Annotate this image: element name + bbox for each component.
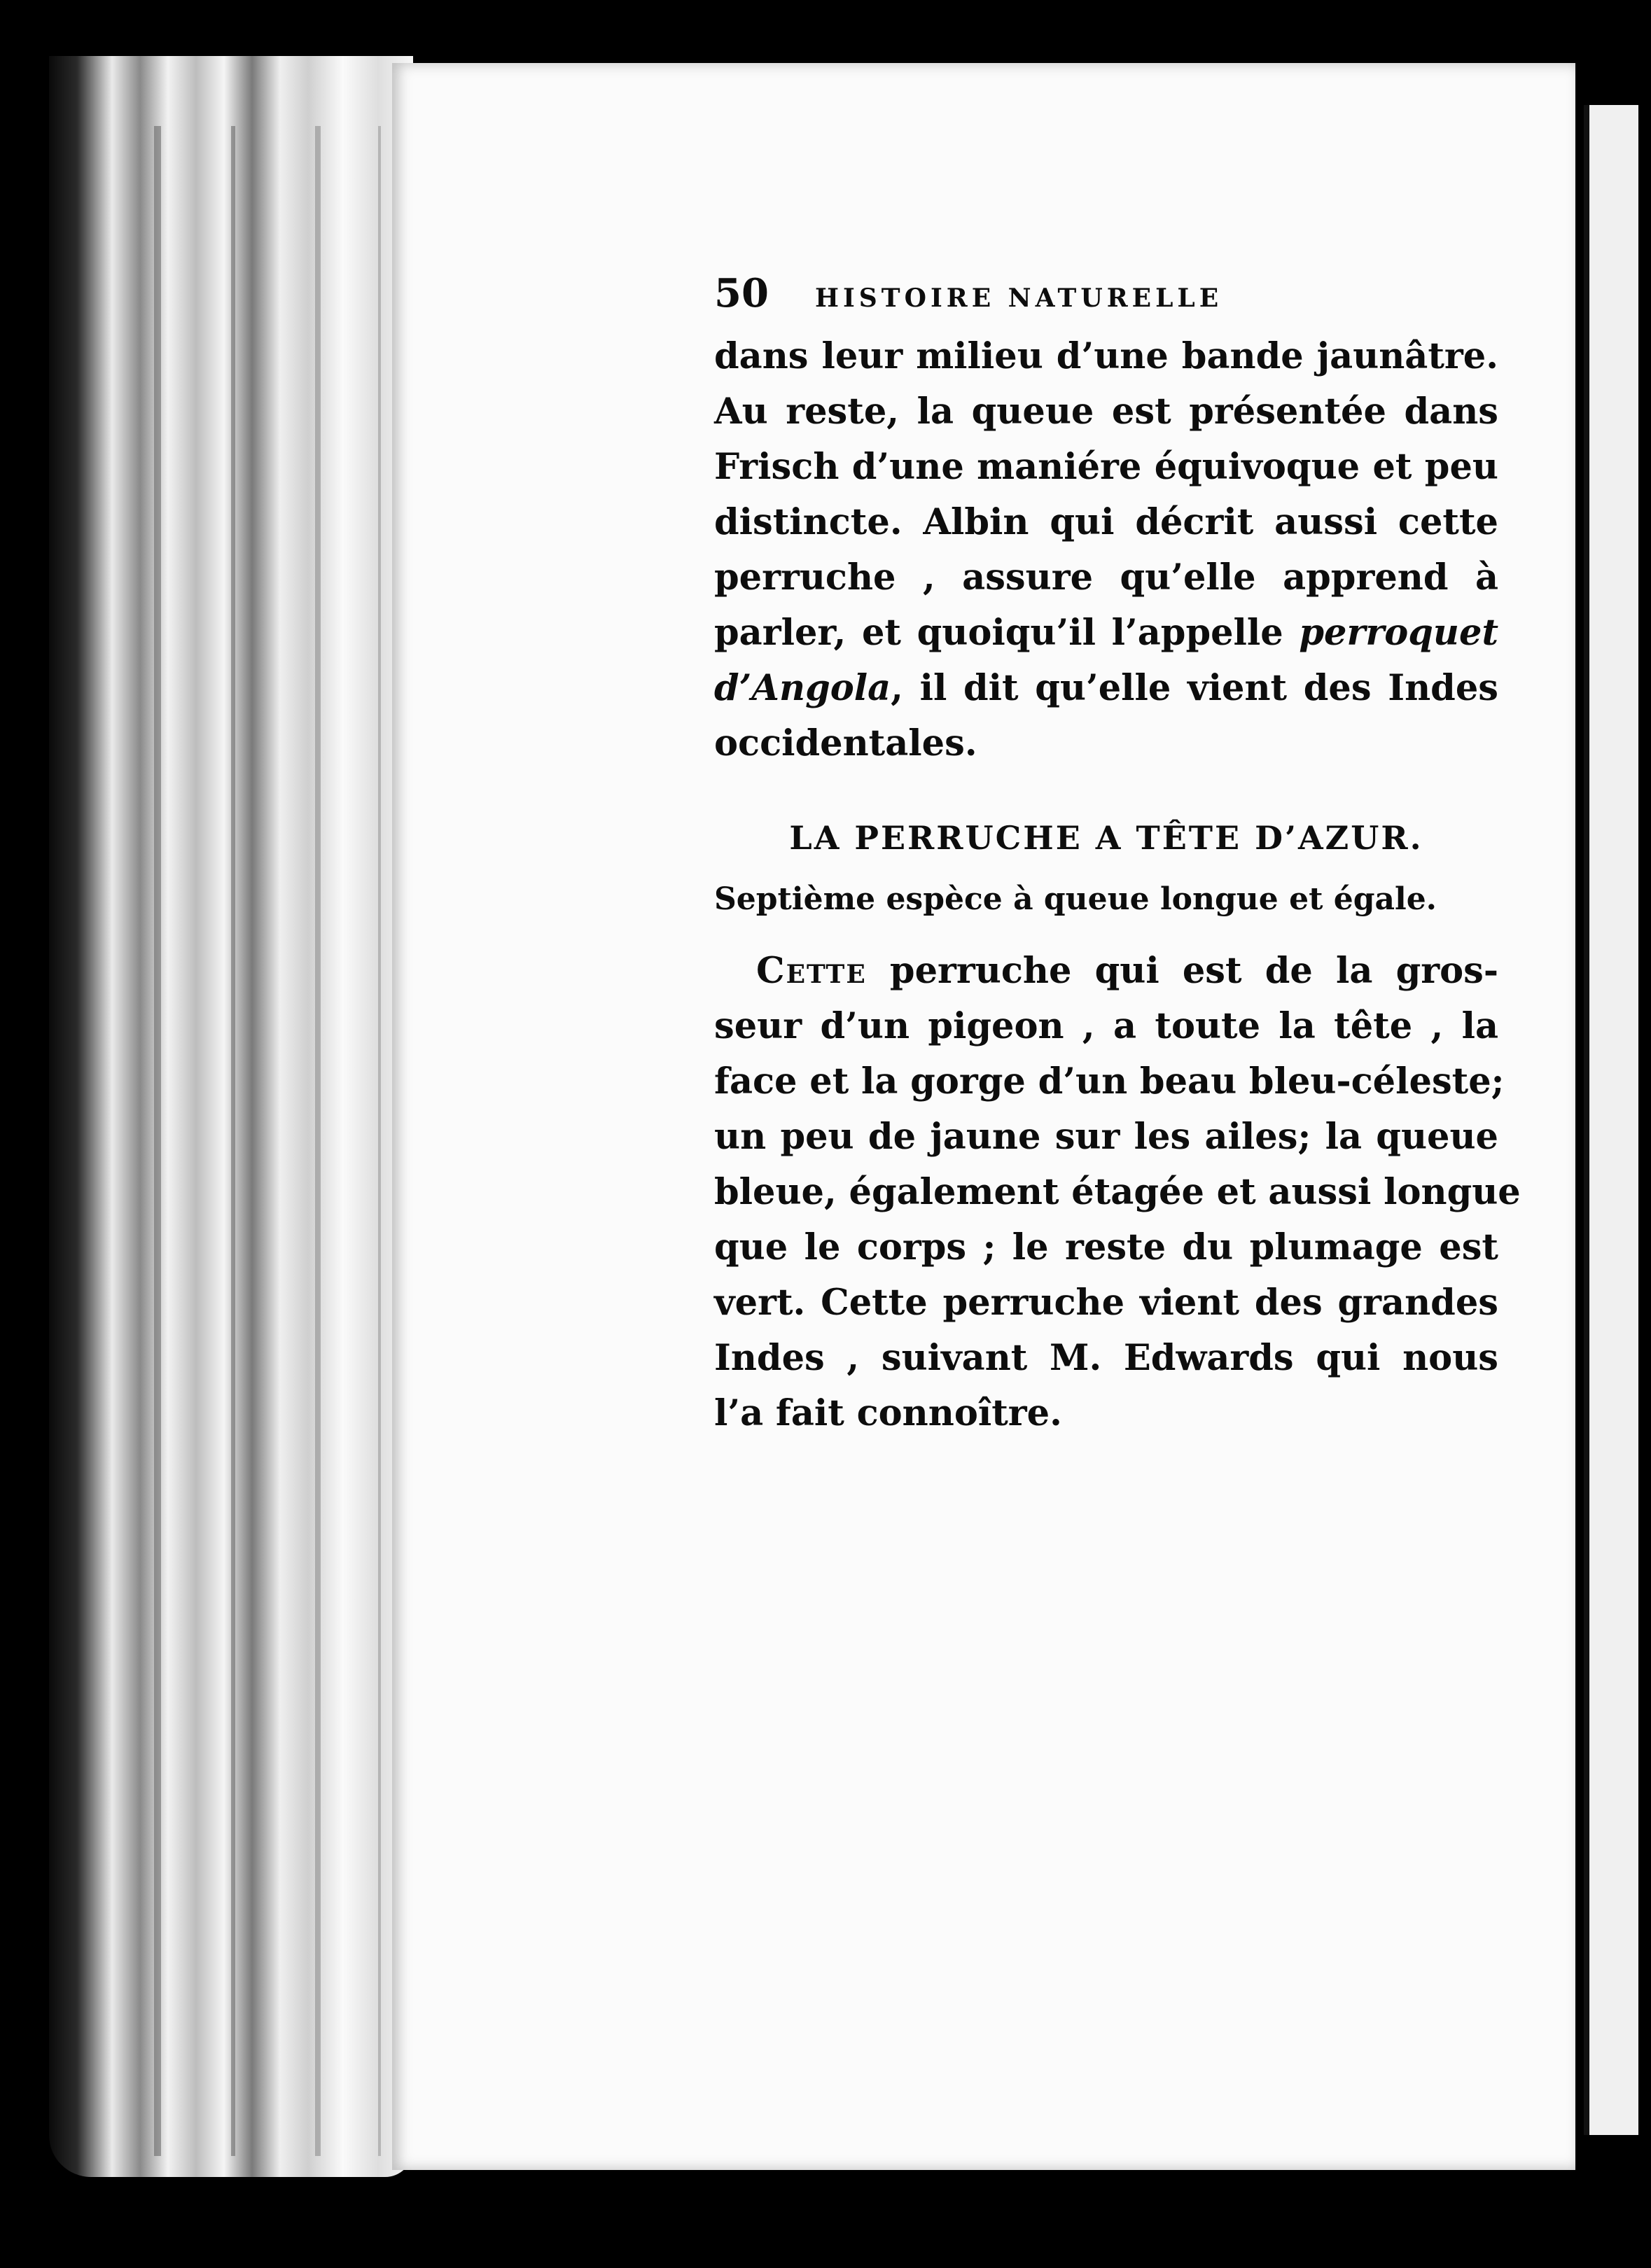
text-line: l’a fait connoître.: [714, 1392, 1062, 1434]
text-line: un peu de jaune sur les ailes; la queue: [714, 1116, 1498, 1158]
text-line: [714, 661, 1498, 716]
page-edge-stripe: [378, 126, 381, 2156]
text-fragment: parler, et quoiqu’il l’appelle: [714, 612, 1300, 654]
page-header: [714, 266, 1498, 326]
text-line: dans leur milieu d’une bande jaunâtre.: [714, 335, 1498, 377]
book-page-edges: [49, 56, 413, 2177]
text-line: perruche , assure qu’elle apprend à: [714, 556, 1498, 598]
first-word: Cette: [756, 950, 867, 992]
page-number: 50: [714, 270, 769, 316]
running-title: HISTOIRE NATURELLE: [814, 284, 1223, 313]
text-line: [714, 606, 1498, 661]
page-edge-stripe: [231, 126, 235, 2156]
italic-term: d’Angola: [714, 667, 891, 709]
facing-page-edge: [1584, 105, 1638, 2135]
paragraph-2: [714, 944, 1521, 1441]
text-line: distincte. Albin qui décrit aussi cette: [714, 501, 1498, 543]
section-subtitle: Septième espèce à queue longue et égale.: [714, 881, 1437, 917]
paragraph-1: [714, 329, 1498, 771]
text-line: face et la gorge d’un beau bleu-céleste;: [714, 1060, 1505, 1102]
text-line: Au reste, la queue est présentée dans: [714, 391, 1498, 433]
text-line: bleue, également étagée et aussi longue: [714, 1171, 1521, 1213]
text-line: occidentales.: [714, 722, 977, 764]
page-edge-stripe: [154, 126, 161, 2156]
text-fragment: , il dit qu’elle vient des Indes: [891, 667, 1498, 709]
text-line: Frisch d’une maniére équivoque et peu: [714, 446, 1498, 488]
text-line: vert. Cette perruche vient des grandes: [714, 1282, 1498, 1324]
text-line: [714, 944, 1498, 999]
text-fragment: perruche qui est de la gros-: [866, 950, 1498, 992]
page-text: [714, 266, 1521, 1441]
italic-term: perroquet: [1299, 612, 1498, 654]
section-title: LA PERRUCHE A TÊTE D’AZUR.: [789, 819, 1423, 857]
page-edge-stripe: [315, 126, 321, 2156]
text-line: que le corps ; le reste du plumage est: [714, 1226, 1498, 1268]
text-line: Indes , suivant M. Edwards qui nous: [714, 1337, 1498, 1379]
text-line: seur d’un pigeon , a toute la tête , la: [714, 1005, 1498, 1047]
